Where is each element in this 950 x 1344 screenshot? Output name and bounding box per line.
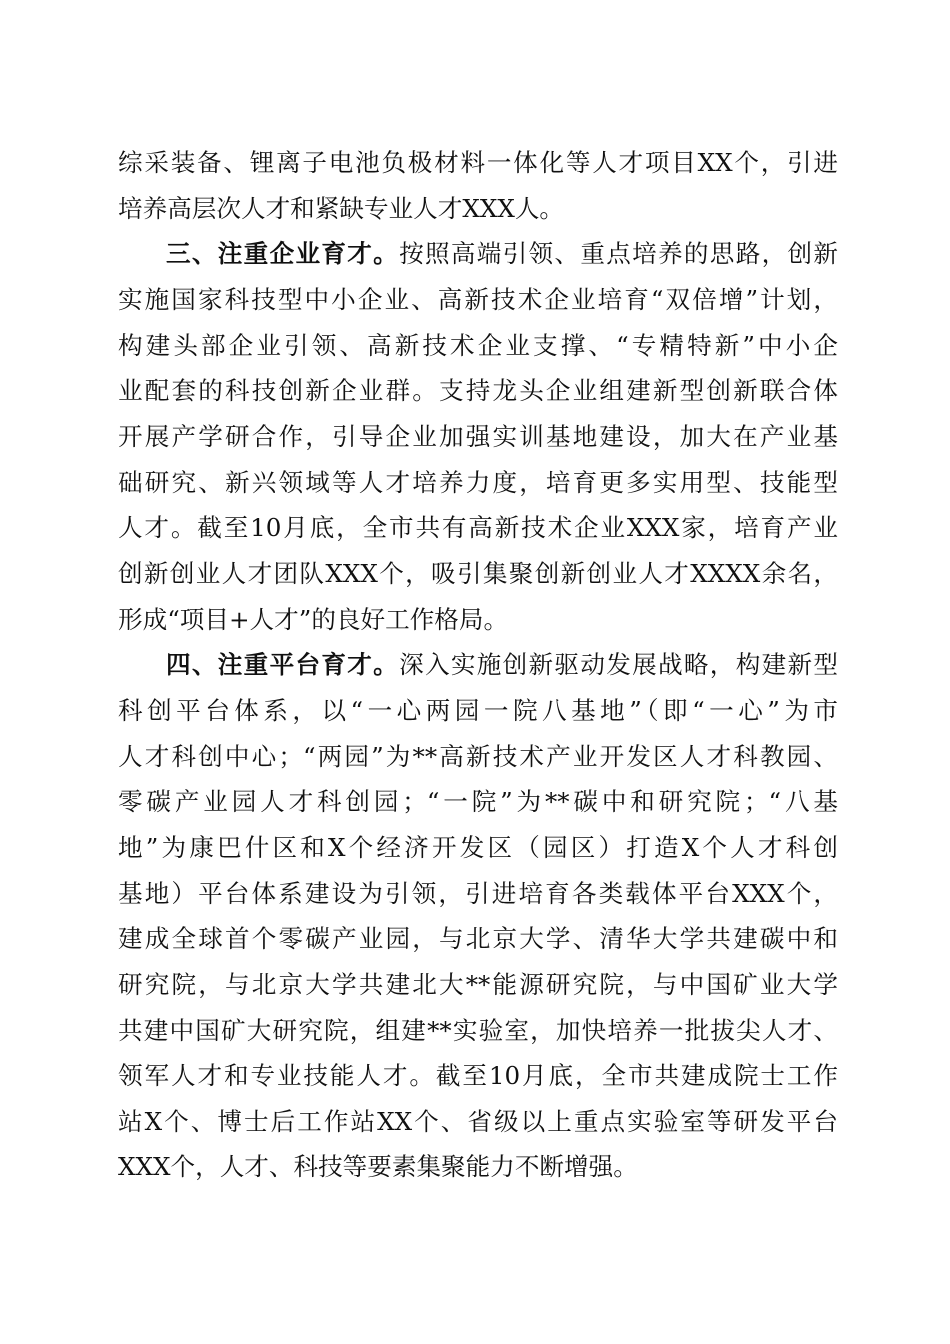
paragraph-2-line-5: 开展产学研合作，引导企业加强实训基地建设，加大在产业基	[118, 422, 838, 451]
paragraph-3-line-5: 地”为康巴什区和X个经济开发区（园区）打造X个人才科创	[118, 833, 838, 862]
paragraph-3-first-line	[166, 642, 838, 688]
paragraph-3-line-6: 基地）平台体系建设为引领，引进培育各类载体平台XXX个，	[118, 879, 838, 908]
paragraph-3-heading: 四、注重平台育才。	[166, 650, 400, 679]
paragraph-2-first-line	[166, 231, 838, 277]
paragraph-3-line-2: 科创平台体系，以“一心两园一院八基地”（即“一心”为市	[118, 696, 838, 725]
paragraph-2-line-9: 形成“项目+人才”的良好工作格局。	[118, 605, 509, 634]
paragraph-2-line-4: 业配套的科技创新企业群。支持龙头企业组建新型创新联合体	[118, 376, 838, 405]
paragraph-2-line-8: 创新创业人才团队XXX个，吸引集聚创新创业人才XXXX余名，	[118, 559, 838, 588]
paragraph-3-line-4: 零碳产业园人才科创园；“一院”为**碳中和研究院；“八基	[118, 787, 838, 816]
paragraph-3-line-9: 共建中国矿大研究院，组建**实验室，加快培养一批拔尖人才、	[118, 1016, 838, 1045]
paragraph-3-line-10: 领军人才和专业技能人才。截至10月底，全市共建成院士工作	[118, 1061, 838, 1090]
paragraph-2-line-2: 实施国家科技型中小企业、高新技术企业培育“双倍增”计划，	[118, 285, 838, 314]
paragraph-3-first-line-text: 深入实施创新驱动发展战略，构建新型	[399, 650, 838, 679]
paragraph-3-line-3: 人才科创中心；“两园”为**高新技术产业开发区人才科教园、	[118, 742, 838, 771]
paragraph-2-heading: 三、注重企业育才。	[166, 239, 400, 268]
paragraph-1-line-2: 培养高层次人才和紧缺专业人才XXX人。	[118, 194, 565, 223]
paragraph-3-line-11: 站X个、博士后工作站XX个、省级以上重点实验室等研发平台	[118, 1107, 838, 1136]
paragraph-2-first-line-text: 按照高端引领、重点培养的思路，创新	[399, 239, 838, 268]
paragraph-2-line-3: 构建头部企业引领、高新技术企业支撑、“专精特新”中小企	[118, 331, 838, 360]
paragraph-2-line-7: 人才。截至10月底，全市共有高新技术企业XXX家，培育产业	[118, 513, 838, 542]
paragraph-1-line-1: 综采装备、锂离子电池负极材料一体化等人才项目XX个，引进	[118, 148, 838, 177]
paragraph-3-line-7: 建成全球首个零碳产业园，与北京大学、清华大学共建碳中和	[118, 924, 838, 953]
paragraph-2-line-6: 础研究、新兴领域等人才培养力度，培育更多实用型、技能型	[118, 468, 838, 497]
paragraph-3-line-12: XXX个，人才、科技等要素集聚能力不断增强。	[118, 1152, 638, 1181]
paragraph-3-line-8: 研究院，与北京大学共建北大**能源研究院，与中国矿业大学	[118, 970, 838, 999]
